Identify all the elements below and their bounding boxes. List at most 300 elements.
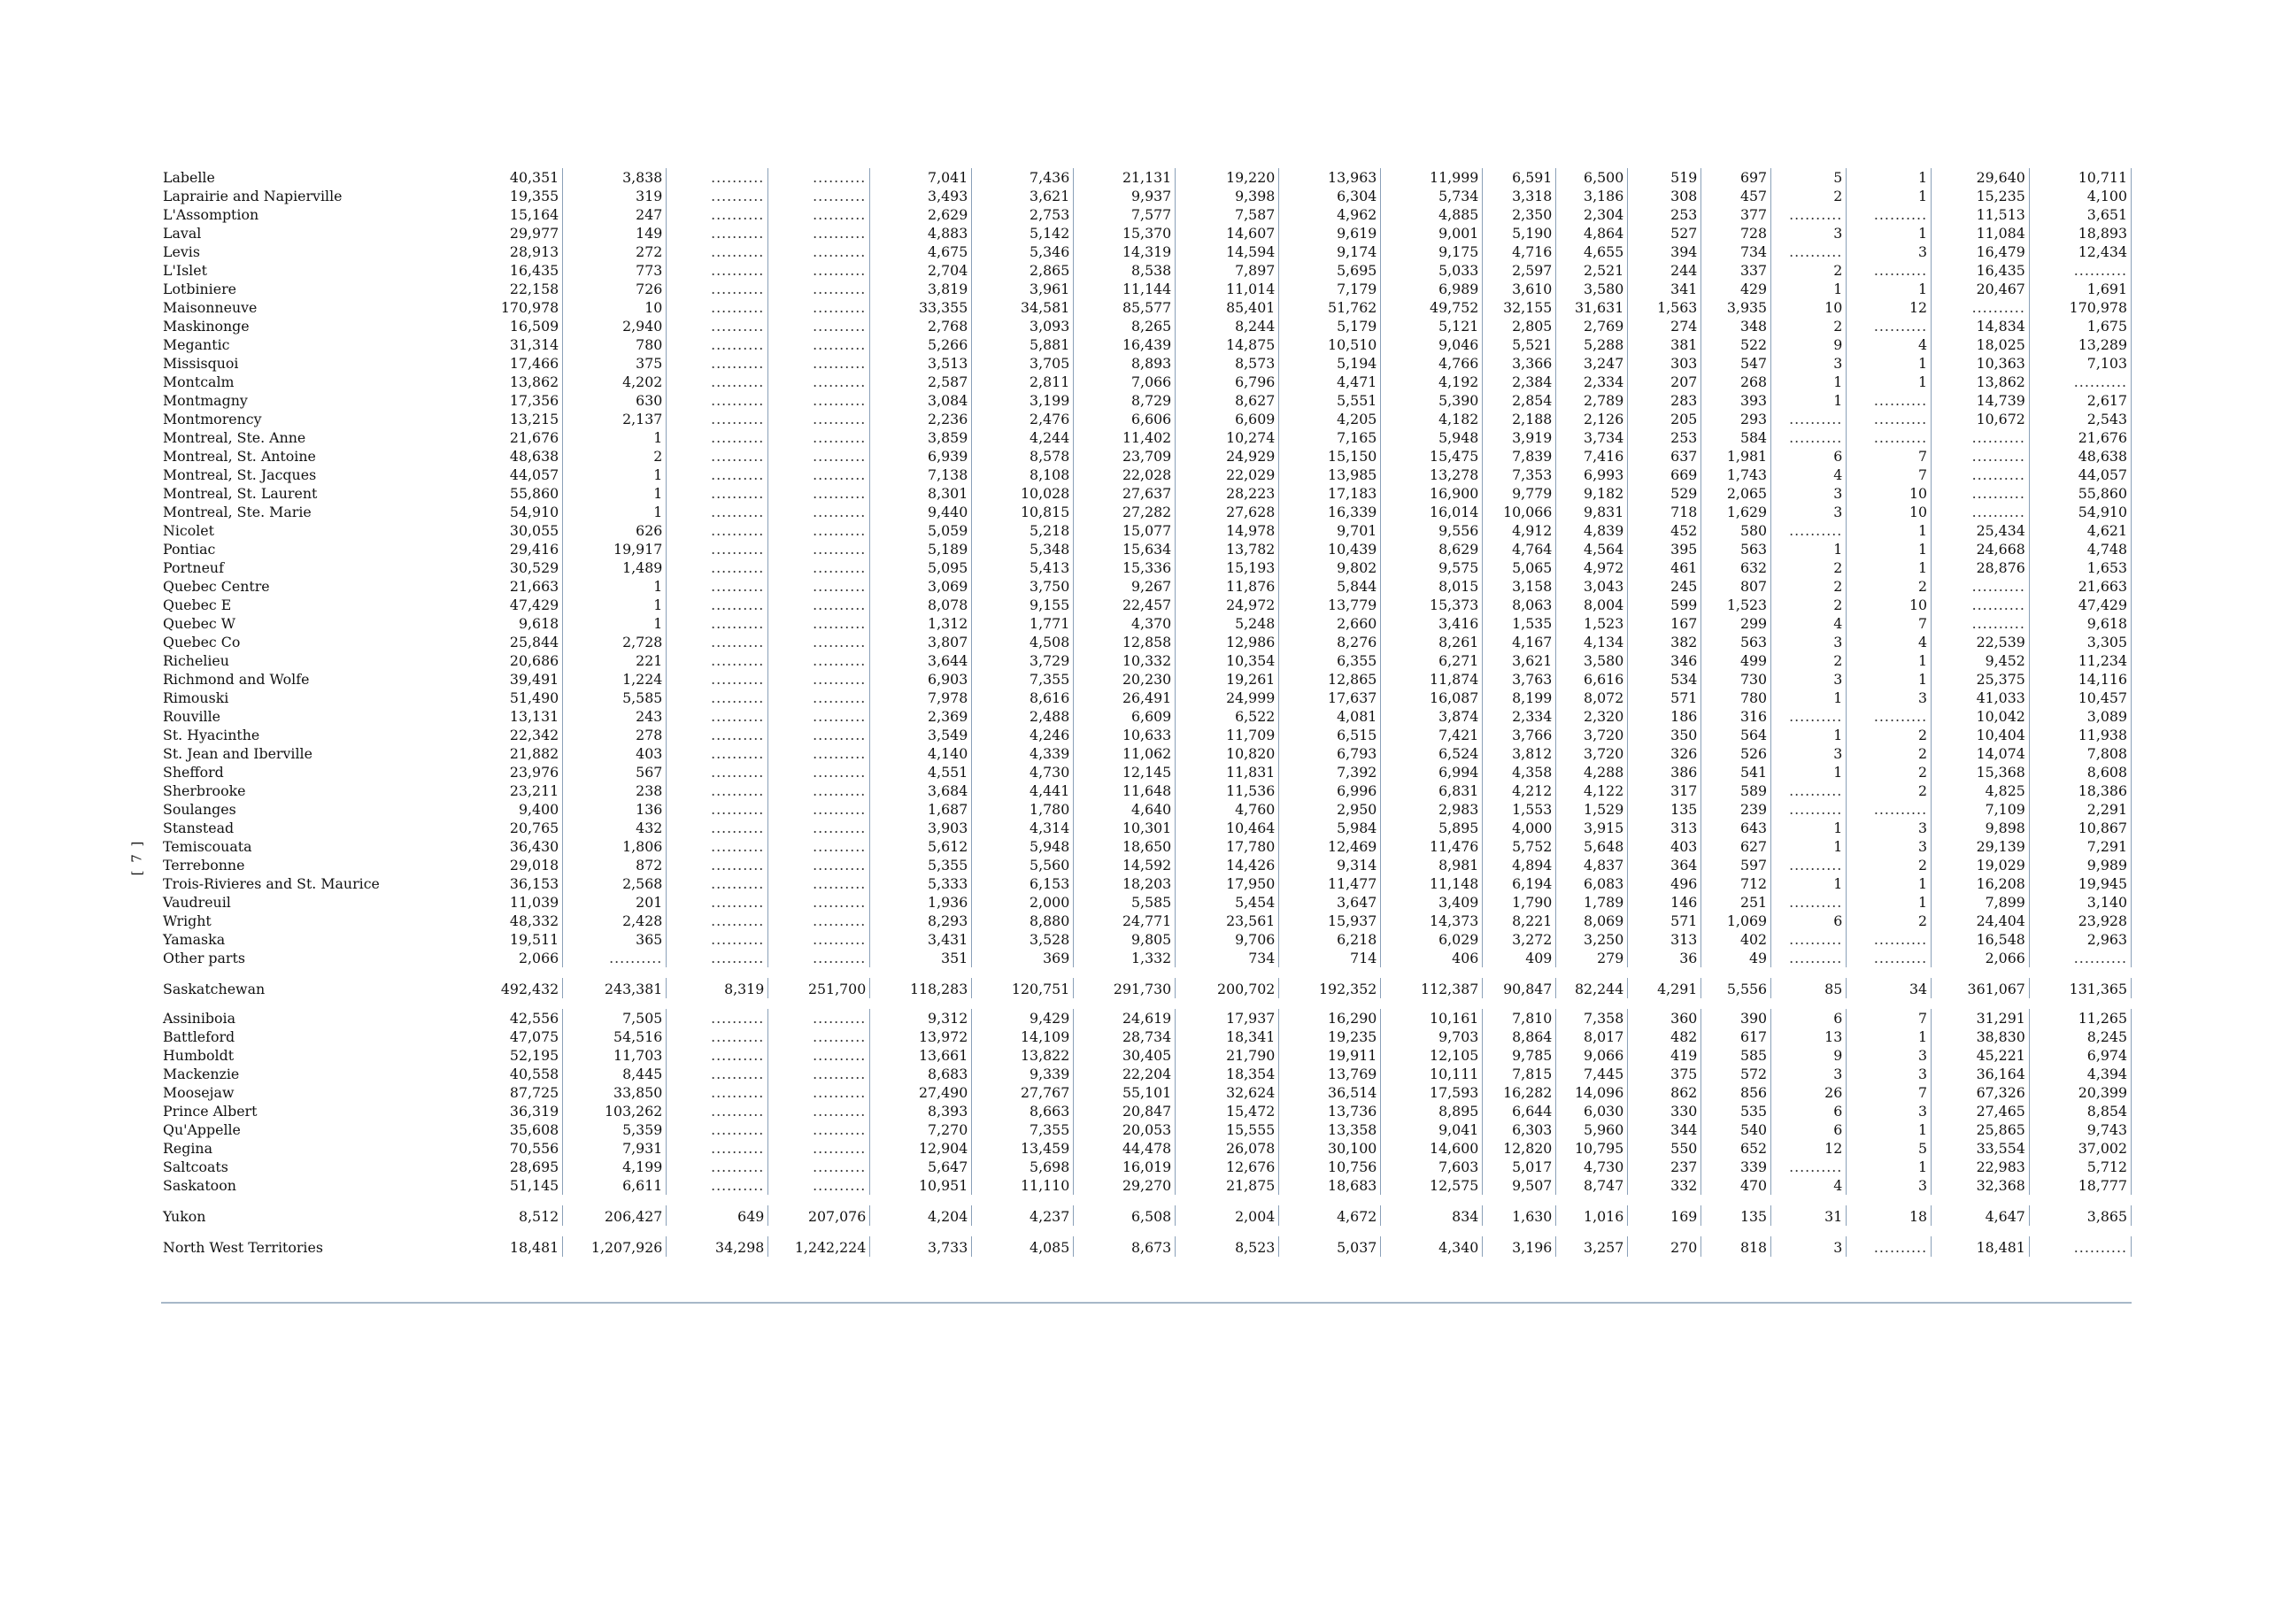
table-cell: 28,223 <box>1176 484 1279 503</box>
table-cell: .......... <box>768 1139 870 1158</box>
table-row <box>159 633 2132 651</box>
table-cell: 6,355 <box>1279 651 1381 670</box>
table-cell: 2,568 <box>563 874 667 893</box>
table-cell: 3,874 <box>1381 707 1483 726</box>
spacer-cell <box>159 967 2132 978</box>
table-cell: 4,205 <box>1279 410 1381 428</box>
table-cell: 317 <box>1628 781 1701 800</box>
table-cell: 24,771 <box>1074 912 1176 930</box>
table-cell: 9,175 <box>1381 242 1483 261</box>
table-row <box>159 466 2132 484</box>
table-cell: 1,687 <box>870 800 972 819</box>
table-cell: 14,426 <box>1176 856 1279 874</box>
table-cell: 3,305 <box>2029 633 2131 651</box>
table-row <box>159 893 2132 912</box>
table-cell: 12,820 <box>1483 1139 1556 1158</box>
table-cell: 337 <box>1701 261 1771 280</box>
table-cell: 13,736 <box>1279 1102 1381 1120</box>
table-cell: 32,624 <box>1176 1083 1279 1102</box>
table-cell: 2,854 <box>1483 391 1556 410</box>
table-cell: 2 <box>1847 763 1932 781</box>
table-cell: .......... <box>768 800 870 819</box>
district-name: L'Islet <box>163 262 207 279</box>
table-cell: .......... <box>768 930 870 949</box>
table-cell: .......... <box>768 1120 870 1139</box>
table-cell: 201 <box>563 893 667 912</box>
table-cell: 1,016 <box>1556 1205 1628 1226</box>
table-cell: .......... <box>667 484 768 503</box>
table-cell: 1,553 <box>1483 800 1556 819</box>
district-name: Stanstead <box>163 820 235 836</box>
table-cell: .......... <box>1771 410 1847 428</box>
table-cell: 1,523 <box>1701 596 1771 614</box>
table-cell: 4,655 <box>1556 242 1628 261</box>
table-cell: 3 <box>1847 837 1932 856</box>
table-cell: 23,561 <box>1176 912 1279 930</box>
table-cell: 11,703 <box>563 1046 667 1065</box>
table-cell: .......... <box>667 280 768 298</box>
table-cell: 4,675 <box>870 242 972 261</box>
table-cell: 55,860 <box>2029 484 2131 503</box>
district-name: Richelieu <box>163 652 229 669</box>
table-cell: 8,063 <box>1483 596 1556 614</box>
table-cell: .......... <box>768 205 870 224</box>
table-cell: 572 <box>1701 1065 1771 1083</box>
table-cell: .......... <box>667 856 768 874</box>
table-cell: 54,516 <box>563 1028 667 1046</box>
district-name: Regina <box>163 1140 212 1157</box>
table-cell: 15,077 <box>1074 521 1176 540</box>
district-name: Maisonneuve <box>163 299 258 316</box>
table-cell: 6,974 <box>2029 1046 2131 1065</box>
table-cell: 9,618 <box>2029 614 2131 633</box>
table-cell: 564 <box>1701 726 1771 744</box>
table-cell: 24,404 <box>1932 912 2030 930</box>
district-name: Wright <box>163 912 212 929</box>
table-cell: .......... <box>1847 261 1932 280</box>
table-cell: 16,509 <box>498 317 562 335</box>
table-cell: .......... <box>1847 428 1932 447</box>
table-cell: .......... <box>1847 930 1932 949</box>
table-cell: 3,812 <box>1483 744 1556 763</box>
table-cell: 6,609 <box>1176 410 1279 428</box>
table-cell: 30,529 <box>498 558 562 577</box>
table-cell: 28,913 <box>498 242 562 261</box>
table-cell: 48,638 <box>2029 447 2131 466</box>
table-cell: 36,514 <box>1279 1083 1381 1102</box>
table-cell: .......... <box>768 503 870 521</box>
district-name: Moosejaw <box>163 1084 235 1101</box>
table-cell: 6,304 <box>1279 187 1381 205</box>
table-cell: 6,303 <box>1483 1120 1556 1139</box>
table-cell: 9,706 <box>1176 930 1279 949</box>
table-cell: 4,358 <box>1483 763 1556 781</box>
table-cell: 207 <box>1628 373 1701 391</box>
table-cell: 2,805 <box>1483 317 1556 335</box>
table-cell: 6,793 <box>1279 744 1381 763</box>
table-row <box>159 1028 2132 1046</box>
table-cell: 5,698 <box>972 1158 1074 1176</box>
table-cell: 2 <box>1771 187 1847 205</box>
table-row <box>159 335 2132 354</box>
table-cell: 6,796 <box>1176 373 1279 391</box>
table-row <box>159 1120 2132 1139</box>
table-cell: 20,765 <box>498 819 562 837</box>
table-cell: .......... <box>1771 707 1847 726</box>
table-cell: .......... <box>667 521 768 540</box>
table-cell: 2,629 <box>870 205 972 224</box>
table-cell: 291,730 <box>1074 978 1176 998</box>
table-cell: 40,351 <box>498 168 562 187</box>
table-cell: 24,668 <box>1932 540 2030 558</box>
table-cell: 3,621 <box>972 187 1074 205</box>
table-cell: 4 <box>1771 614 1847 633</box>
table-cell: 3 <box>1771 1236 1847 1257</box>
table-cell: .......... <box>1771 856 1847 874</box>
table-cell: .......... <box>768 261 870 280</box>
district-name: Lotbiniere <box>163 281 236 297</box>
table-cell: 11,536 <box>1176 781 1279 800</box>
table-cell: 2 <box>1847 781 1932 800</box>
table-row <box>159 428 2132 447</box>
table-cell: 395 <box>1628 540 1701 558</box>
table-cell: 5 <box>1771 168 1847 187</box>
table-cell: 5,551 <box>1279 391 1381 410</box>
table-cell: 11,234 <box>2029 651 2131 670</box>
table-cell: 4,202 <box>563 373 667 391</box>
table-cell: 1 <box>1771 280 1847 298</box>
table-cell: 251 <box>1701 893 1771 912</box>
table-cell: .......... <box>768 1065 870 1083</box>
table-cell: 3,807 <box>870 633 972 651</box>
table-cell: 457 <box>1701 187 1771 205</box>
table-cell: 6,644 <box>1483 1102 1556 1120</box>
table-cell: 381 <box>1628 335 1701 354</box>
table-cell: 9,314 <box>1279 856 1381 874</box>
table-cell: 2,597 <box>1483 261 1556 280</box>
district-name: Montcalm <box>163 373 235 390</box>
table-cell: 9,398 <box>1176 187 1279 205</box>
table-cell: 5,266 <box>870 335 972 354</box>
table-cell: 1,224 <box>563 670 667 689</box>
table-cell: 4,864 <box>1556 224 1628 242</box>
table-cell: 10,457 <box>2029 689 2131 707</box>
table-cell: 1 <box>563 503 667 521</box>
table-cell: 9,619 <box>1279 224 1381 242</box>
table-row <box>159 373 2132 391</box>
table-row <box>159 1158 2132 1176</box>
table-cell: 11,513 <box>1932 205 2030 224</box>
table-cell: 11,039 <box>498 893 562 912</box>
table-cell: 2 <box>1771 596 1847 614</box>
table-cell: .......... <box>768 670 870 689</box>
table-cell: 16,900 <box>1381 484 1483 503</box>
table-cell: 9,066 <box>1556 1046 1628 1065</box>
table-cell: 1 <box>1771 726 1847 744</box>
table-cell: 3,734 <box>1556 428 1628 447</box>
table-cell: 4,894 <box>1483 856 1556 874</box>
table-cell: .......... <box>1847 949 1932 967</box>
district-name: Quebec E <box>163 596 232 613</box>
table-cell: 49 <box>1701 949 1771 967</box>
table-cell: 10,820 <box>1176 744 1279 763</box>
table-cell: .......... <box>768 781 870 800</box>
table-row <box>159 205 2132 224</box>
table-cell: 6 <box>1771 912 1847 930</box>
table-cell: 2,543 <box>2029 410 2131 428</box>
table-cell: 5,248 <box>1176 614 1279 633</box>
table-cell: .......... <box>1932 447 2030 466</box>
table-cell: 3 <box>1847 1065 1932 1083</box>
table-cell: 3,733 <box>870 1236 972 1257</box>
table-cell: .......... <box>2029 373 2131 391</box>
table-cell: 6,194 <box>1483 874 1556 893</box>
table-cell: 2,963 <box>2029 930 2131 949</box>
table-cell: 5,194 <box>1279 354 1381 373</box>
district-name: Megantic <box>163 336 230 353</box>
district-name: Richmond and Wolfe <box>163 671 310 688</box>
table-cell: 4,972 <box>1556 558 1628 577</box>
table-cell: 18,683 <box>1279 1176 1381 1195</box>
table-cell: 15,555 <box>1176 1120 1279 1139</box>
table-cell: 3,199 <box>972 391 1074 410</box>
table-cell: 33,355 <box>870 298 972 317</box>
district-name: Levis <box>163 243 200 260</box>
table-cell: 27,767 <box>972 1083 1074 1102</box>
table-cell: 14,109 <box>972 1028 1074 1046</box>
table-row <box>159 577 2132 596</box>
table-cell: 251,700 <box>768 978 870 998</box>
table-cell: .......... <box>768 391 870 410</box>
table-cell: 1,207,926 <box>563 1236 667 1257</box>
table-cell: 40,558 <box>498 1065 562 1083</box>
table-cell: .......... <box>667 614 768 633</box>
table-cell: 3,549 <box>870 726 972 744</box>
table-cell: 3,644 <box>870 651 972 670</box>
table-cell: 3,093 <box>972 317 1074 335</box>
table-cell: 5,333 <box>870 874 972 893</box>
table-cell: 3,528 <box>972 930 1074 949</box>
table-cell: 16,019 <box>1074 1158 1176 1176</box>
table-cell: 11,144 <box>1074 280 1176 298</box>
table-cell: 585 <box>1701 1046 1771 1065</box>
table-cell: 7,270 <box>870 1120 972 1139</box>
table-cell: 4,246 <box>972 726 1074 744</box>
table-cell: 16,548 <box>1932 930 2030 949</box>
table-cell: .......... <box>667 577 768 596</box>
table-cell: .......... <box>768 428 870 447</box>
table-cell: 23,709 <box>1074 447 1176 466</box>
table-cell: 4,672 <box>1279 1205 1381 1226</box>
table-cell: 15,193 <box>1176 558 1279 577</box>
table-cell: 7,899 <box>1932 893 2030 912</box>
table-cell: 6 <box>1771 1009 1847 1028</box>
table-row <box>159 949 2132 967</box>
district-name: Mackenzie <box>163 1066 240 1082</box>
table-cell: 5,348 <box>972 540 1074 558</box>
table-cell: 19,945 <box>2029 874 2131 893</box>
table-cell: 3,961 <box>972 280 1074 298</box>
table-cell: 49,752 <box>1381 298 1483 317</box>
table-cell: 6,500 <box>1556 168 1628 187</box>
table-cell: 637 <box>1628 447 1701 466</box>
table-cell: 4,237 <box>972 1205 1074 1226</box>
table-row <box>159 670 2132 689</box>
table-cell: 3,750 <box>972 577 1074 596</box>
table-cell: .......... <box>768 1046 870 1065</box>
table-cell: 48,332 <box>498 912 562 930</box>
table-cell: 571 <box>1628 689 1701 707</box>
table-cell: 1 <box>1771 763 1847 781</box>
table-cell: 2,587 <box>870 373 972 391</box>
table-cell: .......... <box>768 466 870 484</box>
table-cell: 5,059 <box>870 521 972 540</box>
district-name: North West Territories <box>163 1239 323 1256</box>
table-cell: 239 <box>1701 800 1771 819</box>
table-cell: 27,282 <box>1074 503 1176 521</box>
table-cell: 10,274 <box>1176 428 1279 447</box>
district-name: Laprairie and Napierville <box>163 188 343 204</box>
table-cell: 627 <box>1701 837 1771 856</box>
table-cell: .......... <box>667 874 768 893</box>
table-cell: 15,150 <box>1279 447 1381 466</box>
table-cell: 2,066 <box>498 949 562 967</box>
table-cell: 534 <box>1628 670 1701 689</box>
table-cell: 2 <box>1847 856 1932 874</box>
table-cell: 7,505 <box>563 1009 667 1028</box>
district-name: Shefford <box>163 764 224 781</box>
table-cell: 70,556 <box>498 1139 562 1158</box>
table-row <box>159 242 2132 261</box>
table-cell: 44,478 <box>1074 1139 1176 1158</box>
table-cell: .......... <box>667 930 768 949</box>
table-cell: 19,911 <box>1279 1046 1381 1065</box>
table-cell: 9,182 <box>1556 484 1628 503</box>
table-cell: 18,481 <box>498 1236 562 1257</box>
table-cell: .......... <box>667 781 768 800</box>
table-cell: .......... <box>768 893 870 912</box>
table-cell: 12,986 <box>1176 633 1279 651</box>
table-cell: 3,416 <box>1381 614 1483 633</box>
table-row <box>159 1176 2132 1195</box>
table-cell: 7,810 <box>1483 1009 1556 1028</box>
table-cell: 14,319 <box>1074 242 1176 261</box>
table-cell: 3 <box>1847 1102 1932 1120</box>
table-cell: 13,782 <box>1176 540 1279 558</box>
table-cell: .......... <box>2029 949 2131 967</box>
table-cell: 23,211 <box>498 781 562 800</box>
table-cell: .......... <box>768 912 870 930</box>
table-cell: 540 <box>1701 1120 1771 1139</box>
table-cell: 29,270 <box>1074 1176 1176 1195</box>
table-cell: 6,508 <box>1074 1205 1176 1226</box>
table-cell: 24,999 <box>1176 689 1279 707</box>
table-cell: 7,931 <box>563 1139 667 1158</box>
table-cell: 419 <box>1628 1046 1701 1065</box>
table-cell: 6,271 <box>1381 651 1483 670</box>
table-cell: 2,940 <box>563 317 667 335</box>
table-cell: 51,490 <box>498 689 562 707</box>
table-cell: 1 <box>1847 224 1932 242</box>
table-cell: 4,140 <box>870 744 972 763</box>
table-cell: 54,910 <box>2029 503 2131 521</box>
table-cell: 21,882 <box>498 744 562 763</box>
table-cell: 27,637 <box>1074 484 1176 503</box>
table-cell: 13,972 <box>870 1028 972 1046</box>
table-cell: 1 <box>1847 893 1932 912</box>
table-cell: 27,628 <box>1176 503 1279 521</box>
table-cell: 13,661 <box>870 1046 972 1065</box>
table-cell: 82,244 <box>1556 978 1628 998</box>
table-cell: 2,137 <box>563 410 667 428</box>
table-cell: 2,704 <box>870 261 972 280</box>
table-cell: .......... <box>768 874 870 893</box>
table-cell: .......... <box>667 224 768 242</box>
table-cell: .......... <box>768 187 870 205</box>
table-cell: 3,366 <box>1483 354 1556 373</box>
table-cell: 1,630 <box>1483 1205 1556 1226</box>
table-cell: 2 <box>1847 912 1932 930</box>
table-cell: 47,075 <box>498 1028 562 1046</box>
table-cell: 238 <box>563 781 667 800</box>
table-cell: 375 <box>563 354 667 373</box>
table-cell: 365 <box>563 930 667 949</box>
table-cell: 36,164 <box>1932 1065 2030 1083</box>
district-name: Assiniboia <box>163 1010 235 1027</box>
table-row <box>159 224 2132 242</box>
table-cell: .......... <box>2029 261 2131 280</box>
table-cell: 8,608 <box>2029 763 2131 781</box>
table-cell: 2,334 <box>1556 373 1628 391</box>
table-cell: 3,865 <box>2029 1205 2131 1226</box>
table-cell: 346 <box>1628 651 1701 670</box>
table-cell: 13,822 <box>972 1046 1074 1065</box>
table-cell: 15,472 <box>1176 1102 1279 1120</box>
table-cell: .......... <box>768 354 870 373</box>
table-cell: .......... <box>768 335 870 354</box>
table-cell: 2 <box>1847 577 1932 596</box>
table-cell: 36,153 <box>498 874 562 893</box>
table-cell: 13,963 <box>1279 168 1381 187</box>
table-cell: 34,581 <box>972 298 1074 317</box>
table-cell: .......... <box>1771 1158 1847 1176</box>
table-cell: 3 <box>1847 689 1932 707</box>
table-cell: 403 <box>1628 837 1701 856</box>
table-cell: 32,368 <box>1932 1176 2030 1195</box>
table-cell: 8,069 <box>1556 912 1628 930</box>
table-cell: 3,089 <box>2029 707 2131 726</box>
table-cell: 3 <box>1847 1046 1932 1065</box>
table-cell: .......... <box>768 763 870 781</box>
table-cell: 313 <box>1628 819 1701 837</box>
table-row <box>159 298 2132 317</box>
table-cell: 10,332 <box>1074 651 1176 670</box>
table-cell: .......... <box>768 577 870 596</box>
table-cell: 2,304 <box>1556 205 1628 224</box>
table-cell: 44,057 <box>2029 466 2131 484</box>
table-cell: .......... <box>667 1009 768 1028</box>
table-cell: .......... <box>667 335 768 354</box>
table-cell: 17,950 <box>1176 874 1279 893</box>
table-cell: 7,291 <box>2029 837 2131 856</box>
table-cell: 120,751 <box>972 978 1074 998</box>
table-cell: .......... <box>768 1083 870 1102</box>
table-cell: 6,606 <box>1074 410 1176 428</box>
spacer-cell <box>159 1195 2132 1205</box>
table-cell: 12,469 <box>1279 837 1381 856</box>
table-cell: 55,101 <box>1074 1083 1176 1102</box>
table-cell: 25,434 <box>1932 521 2030 540</box>
